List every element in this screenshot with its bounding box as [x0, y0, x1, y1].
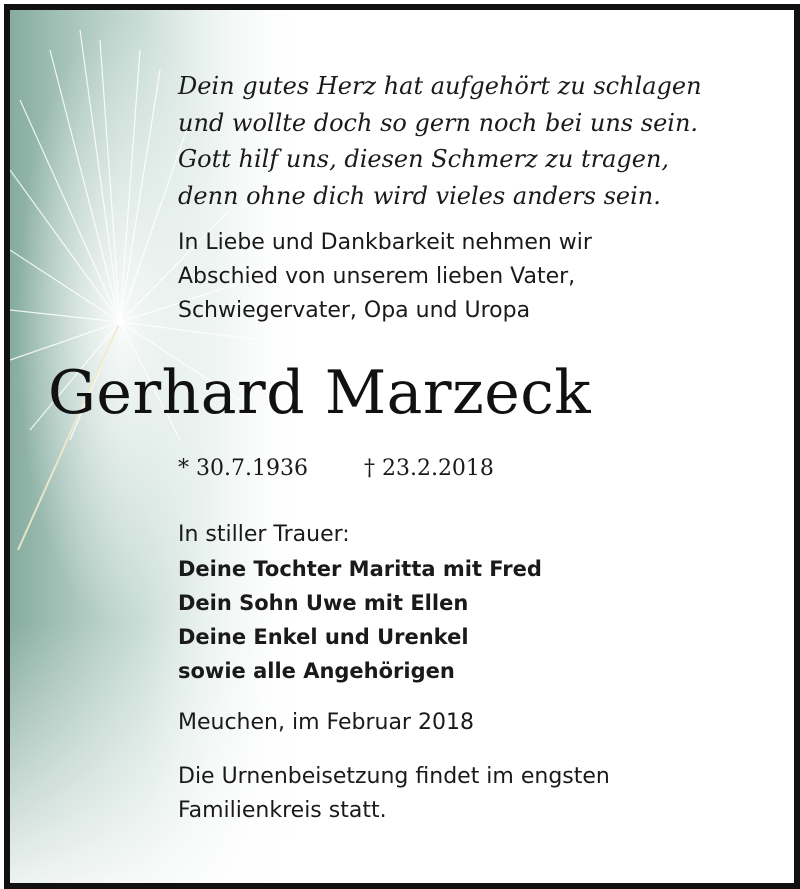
death-date: † 23.2.2018 [363, 456, 494, 481]
mourner-entry: Deine Tochter Maritta mit Fred [178, 557, 542, 581]
poem-line: Gott hilf uns, diesen Schmerz zu tragen, [178, 145, 670, 173]
poem [178, 68, 778, 214]
poem-line: denn ohne dich wird vieles anders sein. [178, 181, 661, 210]
mourners-heading: In stiller Trauer: [178, 522, 350, 547]
intro-line: Schwiegervater, Opa und Uropa [178, 298, 531, 323]
life-dates [178, 456, 494, 481]
obituary-frame [4, 4, 800, 889]
place-date: Meuchen, im Februar 2018 [178, 710, 474, 735]
mourner-entry: Deine Enkel und Urenkel [178, 625, 469, 649]
birth-date: * 30.7.1936 [178, 456, 308, 481]
mourners [178, 518, 738, 688]
poem-line: Dein gutes Herz hat aufgehört zu schlagen [178, 72, 702, 100]
burial-notice [178, 760, 738, 828]
intro-text [178, 226, 738, 328]
intro-line: Abschied von unserem lieben Vater, [178, 264, 576, 289]
intro-line: In Liebe und Dankbarkeit nehmen wir [178, 230, 592, 255]
mourner-entry: sowie alle Angehörigen [178, 659, 455, 683]
mourner-entry: Dein Sohn Uwe mit Ellen [178, 591, 469, 615]
notice-line: Die Urnenbeisetzung findet im engsten [178, 764, 610, 789]
notice-line: Familienkreis statt. [178, 798, 387, 823]
deceased-name: Gerhard Marzeck [48, 358, 592, 428]
poem-line: und wollte doch so gern noch bei uns sein. [178, 108, 699, 137]
